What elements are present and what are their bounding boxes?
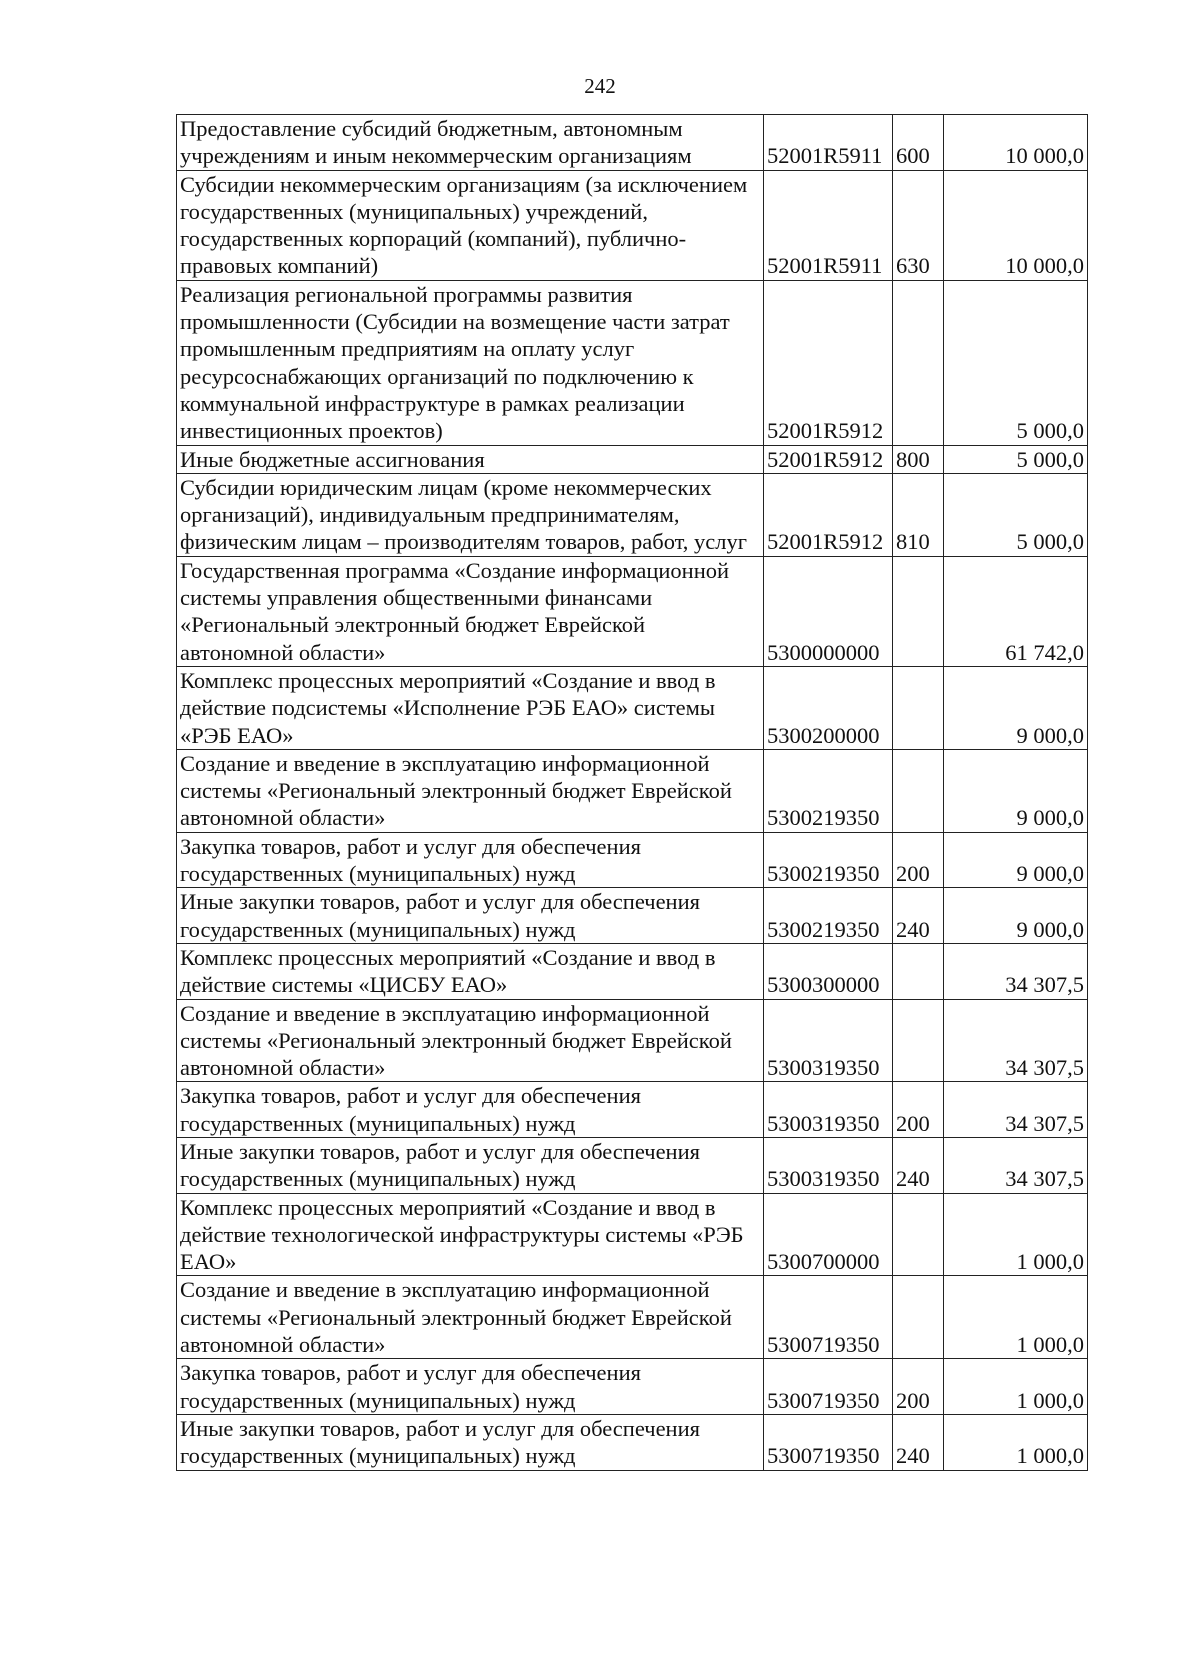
expense-name-cell: Субсидии юридическим лицам (кроме некоммерческих организаций), индивидуальным предпринимателям, физическим лицам – производителям товаров, работ, услуг [177,473,764,556]
expense-name-cell: Закупка товаров, работ и услуг для обеспечения государственных (муниципальных) нужд [177,1359,764,1415]
target-code-cell: 52001R5911 [764,170,893,280]
amount-cell: 10 000,0 [944,170,1088,280]
table-row [177,115,1088,171]
table-row [177,666,1088,749]
target-code-cell: 52001R5912 [764,280,893,445]
expense-type-cell [893,556,944,666]
target-code-cell: 5300219350 [764,749,893,832]
table-row [177,1414,1088,1470]
table-row [177,832,1088,888]
amount-cell: 5 000,0 [944,473,1088,556]
expense-type-cell: 600 [893,115,944,171]
expense-type-cell [893,280,944,445]
target-code-cell: 5300719350 [764,1276,893,1359]
expense-type-cell: 200 [893,1359,944,1415]
expense-type-cell: 200 [893,832,944,888]
table-row [177,1359,1088,1415]
expense-type-cell: 240 [893,1137,944,1193]
amount-cell: 1 000,0 [944,1414,1088,1470]
expense-name-cell: Комплекс процессных мероприятий «Создание и ввод в действие системы «ЦИСБУ ЕАО» [177,943,764,999]
expense-type-cell: 240 [893,888,944,944]
amount-cell: 10 000,0 [944,115,1088,171]
amount-cell: 9 000,0 [944,749,1088,832]
expense-type-cell: 800 [893,445,944,473]
table-row [177,556,1088,666]
amount-cell: 9 000,0 [944,888,1088,944]
amount-cell: 9 000,0 [944,832,1088,888]
expense-type-cell [893,1193,944,1276]
expense-type-cell: 630 [893,170,944,280]
target-code-cell: 5300719350 [764,1414,893,1470]
target-code-cell: 5300000000 [764,556,893,666]
amount-cell: 34 307,5 [944,943,1088,999]
target-code-cell: 5300719350 [764,1359,893,1415]
table-row [177,445,1088,473]
amount-cell: 5 000,0 [944,280,1088,445]
expense-type-cell [893,1276,944,1359]
amount-cell: 34 307,5 [944,999,1088,1082]
table-row [177,1276,1088,1359]
expense-name-cell: Закупка товаров, работ и услуг для обеспечения государственных (муниципальных) нужд [177,832,764,888]
expense-type-cell [893,749,944,832]
table-row [177,280,1088,445]
amount-cell: 1 000,0 [944,1359,1088,1415]
amount-cell: 9 000,0 [944,666,1088,749]
target-code-cell: 5300319350 [764,1082,893,1138]
expense-name-cell: Субсидии некоммерческим организациям (за исключением государственных (муниципальных) учреждений, государственных корпораций (компаний), публично-правовых компаний) [177,170,764,280]
expense-name-cell: Реализация региональной программы развития промышленности (Субсидии на возмещение части затрат промышленным предприятиям на оплату услуг ресурсоснабжающих организаций по подключению к коммунальной инфраструктуре в рамках реализации инвестиционных проектов) [177,280,764,445]
expense-type-cell: 810 [893,473,944,556]
table-row [177,999,1088,1082]
amount-cell: 5 000,0 [944,445,1088,473]
target-code-cell: 52001R5912 [764,445,893,473]
expense-name-cell: Иные закупки товаров, работ и услуг для обеспечения государственных (муниципальных) нужд [177,888,764,944]
amount-cell: 1 000,0 [944,1276,1088,1359]
target-code-cell: 5300319350 [764,1137,893,1193]
table-row [177,943,1088,999]
expense-name-cell: Предоставление субсидий бюджетным, автономным учреждениям и иным некоммерческим организациям [177,115,764,171]
target-code-cell: 5300700000 [764,1193,893,1276]
target-code-cell: 5300219350 [764,832,893,888]
expense-type-cell: 200 [893,1082,944,1138]
amount-cell: 34 307,5 [944,1137,1088,1193]
page-number: 242 [584,74,616,98]
expense-name-cell: Закупка товаров, работ и услуг для обеспечения государственных (муниципальных) нужд [177,1082,764,1138]
table-row [177,1193,1088,1276]
amount-cell: 34 307,5 [944,1082,1088,1138]
table-row [177,170,1088,280]
amount-cell: 1 000,0 [944,1193,1088,1276]
table-row [177,473,1088,556]
table-row [177,1082,1088,1138]
target-code-cell: 5300219350 [764,888,893,944]
amount-cell: 61 742,0 [944,556,1088,666]
budget-table [176,114,1088,1471]
expense-name-cell: Иные закупки товаров, работ и услуг для обеспечения государственных (муниципальных) нужд [177,1137,764,1193]
expense-name-cell: Комплекс процессных мероприятий «Создание и ввод в действие технологической инфраструктуры системы «РЭБ ЕАО» [177,1193,764,1276]
target-code-cell: 5300300000 [764,943,893,999]
table-row [177,749,1088,832]
target-code-cell: 52001R5911 [764,115,893,171]
expense-name-cell: Создание и введение в эксплуатацию информационной системы «Региональный электронный бюджет Еврейской автономной области» [177,1276,764,1359]
target-code-cell: 5300319350 [764,999,893,1082]
target-code-cell: 52001R5912 [764,473,893,556]
expense-name-cell: Создание и введение в эксплуатацию информационной системы «Региональный электронный бюджет Еврейской автономной области» [177,749,764,832]
expense-type-cell: 240 [893,1414,944,1470]
target-code-cell: 5300200000 [764,666,893,749]
expense-name-cell: Создание и введение в эксплуатацию информационной системы «Региональный электронный бюджет Еврейской автономной области» [177,999,764,1082]
expense-name-cell: Государственная программа «Создание информационной системы управления общественными финансами «Региональный электронный бюджет Еврейской автономной области» [177,556,764,666]
expense-name-cell: Комплекс процессных мероприятий «Создание и ввод в действие подсистемы «Исполнение РЭБ ЕАО» системы «РЭБ ЕАО» [177,666,764,749]
expense-type-cell [893,943,944,999]
expense-name-cell: Иные бюджетные ассигнования [177,445,764,473]
expense-name-cell: Иные закупки товаров, работ и услуг для обеспечения государственных (муниципальных) нужд [177,1414,764,1470]
table-row [177,888,1088,944]
expense-type-cell [893,666,944,749]
table-row [177,1137,1088,1193]
expense-type-cell [893,999,944,1082]
